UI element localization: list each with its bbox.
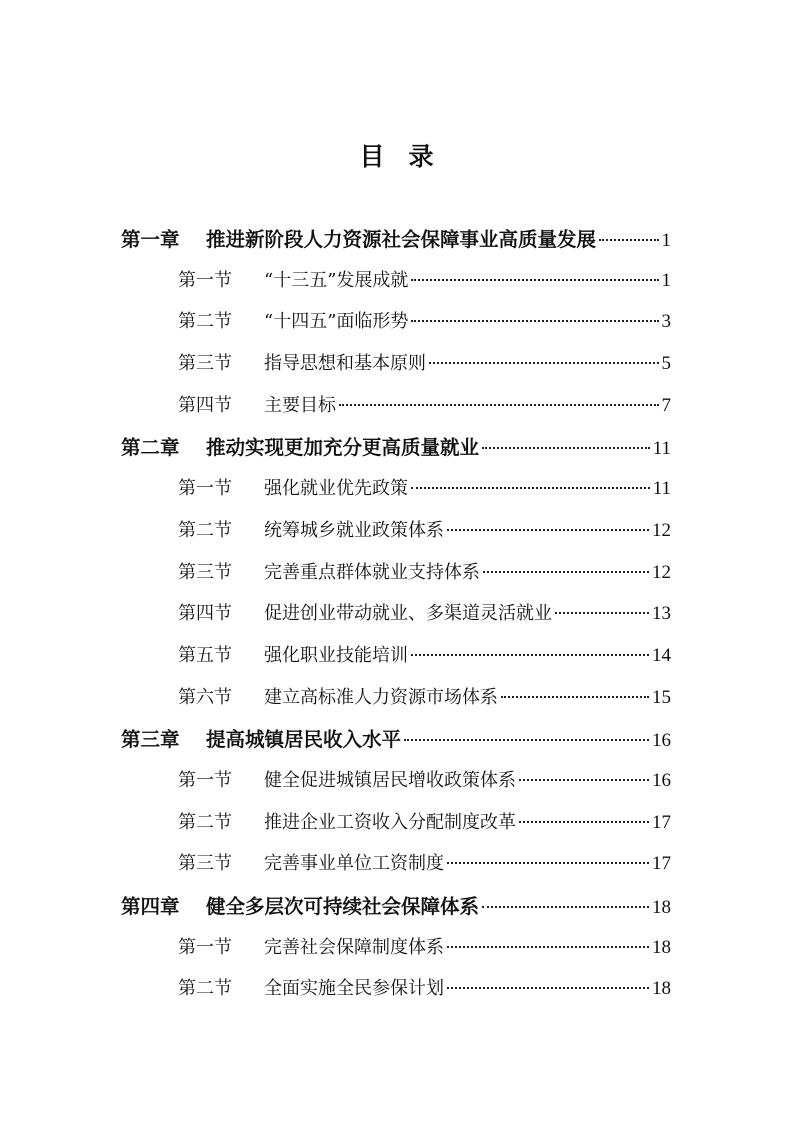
toc-number: 第一节 [178,269,232,291]
toc-page-number: 5 [661,353,671,375]
page-title: 目录 [359,142,458,171]
toc-number: 第四节 [178,394,232,416]
toc-page-number: 12 [652,561,671,583]
toc-label: 推进企业工资收入分配制度改革 [264,811,516,833]
toc-entry[interactable] [121,349,671,391]
toc-label: 推动实现更加充分更高质量就业 [206,436,480,460]
dot-leader [447,946,649,948]
dot-leader [519,779,649,781]
toc-label: 完善重点群体就业支持体系 [264,561,480,583]
toc-number: 第一章 [121,228,180,251]
toc-number: 第一节 [178,769,232,791]
dot-leader [482,906,649,908]
toc-label: 提高城镇居民收入水平 [206,728,402,752]
toc-entry[interactable] [121,516,671,558]
toc-entry[interactable] [121,641,671,683]
dot-leader [339,404,659,406]
toc-number: 第三节 [178,853,232,875]
toc-entry[interactable] [121,432,671,474]
toc-label: 指导思想和基本原则 [264,353,426,375]
dot-leader [411,487,650,489]
toc-entry[interactable] [121,307,671,349]
toc-label: 主要目标 [264,394,336,416]
dot-leader [429,362,659,364]
toc-entry[interactable] [121,599,671,641]
dot-leader [447,862,649,864]
toc-number: 第二节 [178,811,232,833]
dot-leader [411,320,658,322]
toc-entry[interactable] [121,766,671,808]
toc-label: 推进新阶段人力资源社会保障事业高质量发展 [206,228,597,251]
toc-entry[interactable] [121,724,671,766]
toc-number: 第二节 [178,311,232,333]
toc-page-number: 12 [652,519,671,541]
toc-page-number: 1 [661,269,671,291]
toc-entry[interactable] [121,683,671,725]
toc-page-number: 18 [652,897,671,918]
toc-page-number: 18 [652,978,671,1000]
dot-leader [483,571,649,573]
toc-number: 第一节 [178,936,232,958]
toc-number: 第五节 [178,644,232,666]
toc-page-number: 17 [652,853,671,875]
toc-number: 第三章 [121,728,180,752]
toc-number: 第二节 [178,519,232,541]
toc-page-number: 13 [652,603,671,625]
toc-page-number: 17 [652,811,671,833]
toc-page-number: 3 [661,311,671,333]
dot-leader [519,821,649,823]
toc-number: 第三节 [178,561,232,583]
toc-number: 第四章 [121,895,180,918]
toc-entry[interactable] [121,474,671,516]
dot-leader [447,529,649,531]
toc-page-number: 16 [652,769,671,791]
toc-page-number: 11 [652,438,671,460]
toc-entry[interactable] [121,849,671,891]
dot-leader [599,239,658,241]
toc-entry[interactable] [121,808,671,850]
dot-leader [447,987,649,989]
dot-leader [411,654,649,656]
toc-entry[interactable] [121,266,671,308]
toc-page-number: 14 [652,644,671,666]
toc-label: 强化职业技能培训 [264,644,408,666]
toc-entry[interactable] [121,558,671,600]
toc-entry[interactable] [121,933,671,975]
toc-entry[interactable] [121,891,671,933]
toc-page-number: 7 [661,394,671,416]
dot-leader [482,447,650,449]
toc-label: “十三五”发展成就 [264,269,409,291]
dot-leader [411,279,658,281]
toc-label: 完善事业单位工资制度 [264,853,444,875]
toc-label: 完善社会保障制度体系 [264,936,444,958]
toc-entry[interactable] [121,391,671,433]
toc-label: 全面实施全民参保计划 [264,978,444,1000]
toc-number: 第二章 [121,436,180,460]
dot-leader [404,739,649,741]
toc-entry[interactable] [121,974,671,1016]
toc-label: 健全促进城镇居民增收政策体系 [264,769,516,791]
toc-page-number: 16 [652,730,671,752]
toc-label: 促进创业带动就业、多渠道灵活就业 [264,603,552,625]
dot-leader [501,696,649,698]
toc-label: 建立高标准人力资源市场体系 [264,686,498,708]
toc-number: 第四节 [178,603,232,625]
toc-label: 强化就业优先政策 [264,478,408,500]
toc-label: “十四五”面临形势 [264,311,409,333]
toc-label: 统筹城乡就业政策体系 [264,519,444,541]
toc-number: 第三节 [178,353,232,375]
dot-leader [555,612,649,614]
table-of-contents [121,224,671,1016]
toc-entry[interactable] [121,224,671,266]
toc-label: 健全多层次可持续社会保障体系 [206,895,480,918]
toc-page-number: 18 [652,936,671,958]
toc-number: 第二节 [178,978,232,1000]
toc-page-number: 15 [652,686,671,708]
toc-number: 第六节 [178,686,232,708]
toc-page-number: 11 [652,478,671,500]
toc-page-number: 1 [661,230,671,251]
toc-number: 第一节 [178,478,232,500]
